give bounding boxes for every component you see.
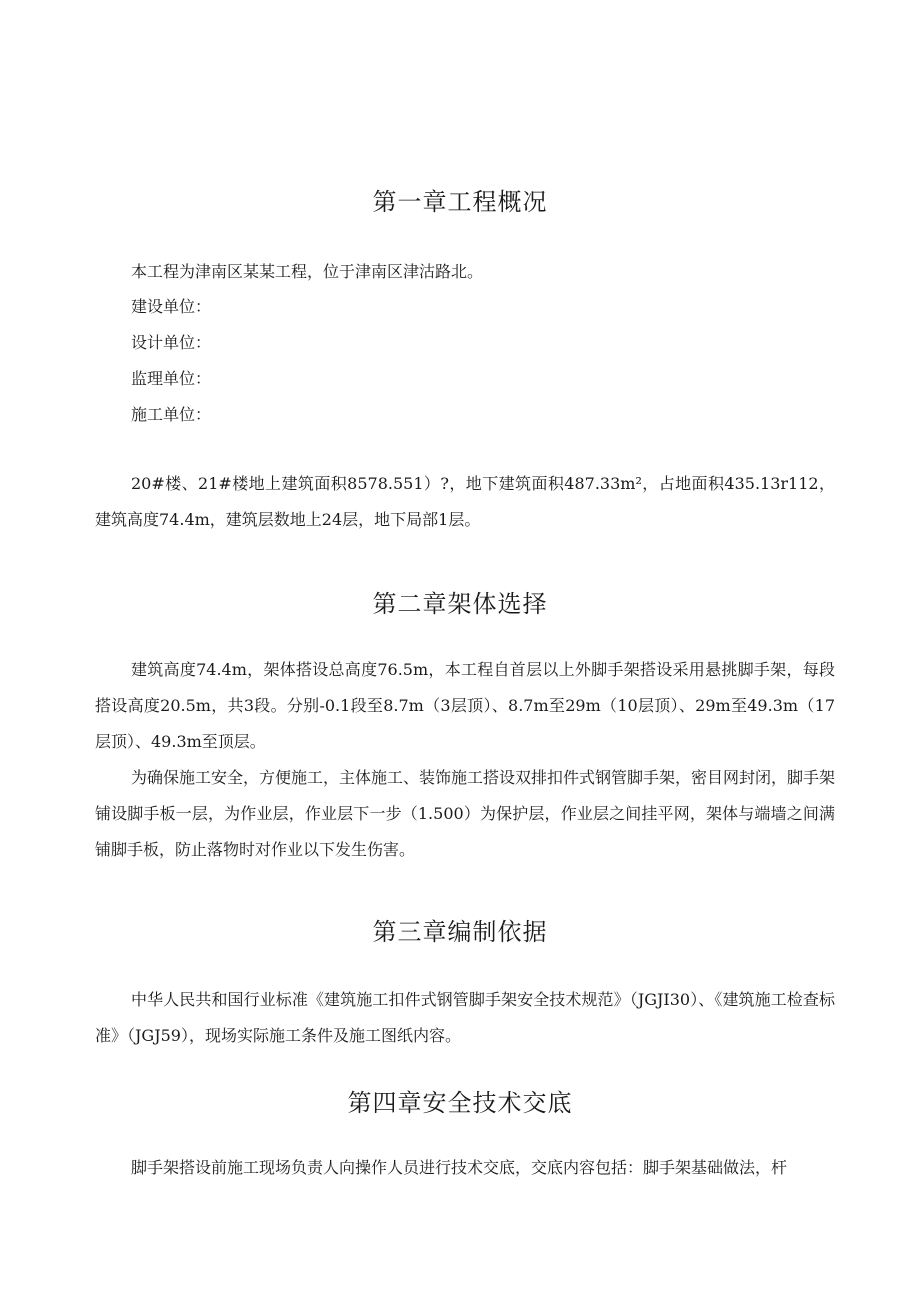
chapter-3-title: 第三章编制依据 bbox=[372, 918, 548, 946]
chapter-2-paragraph-1: 建筑高度74.4m，架体搭设总高度76.5m，本工程自首层以上外脚手架搭设采用悬挑脚手架，每段搭设高度20.5m，共3段。分别-0.1段至8.7m（3层顶）、8.7m至29m（10层顶）、29m至49.3m（17层顶）、49.3m至顶层。 bbox=[95, 660, 835, 751]
chapter-1-intro: 本工程为津南区某某工程，位于津南区津沽路北。 bbox=[131, 262, 484, 281]
chapter-1-details: 20#楼、21#楼地上建筑面积8578.551）?，地下建筑面积487.33m²，占地面积435.13r112，建筑高度74.4m，建筑层数地上24层，地下局部1层。 bbox=[95, 474, 835, 529]
chapter-4-paragraph-1: 脚手架搭设前施工现场负责人向操作人员进行技术交底，交底内容包括：脚手架基础做法，杆 bbox=[131, 1158, 788, 1177]
chapter-2-title: 第二章架体选择 bbox=[372, 590, 548, 618]
chapter-3-paragraph-1: 中华人民共和国行业标准《建筑施工扣件式钢管脚手架安全技术规范》（JGJI30）、《建筑施工检查标准》（JGJ59），现场实际施工条件及施工图纸内容。 bbox=[95, 990, 835, 1045]
field-construction-unit: 建设单位： bbox=[131, 297, 212, 316]
chapter-4-title: 第四章安全技术交底 bbox=[347, 1089, 573, 1117]
chapter-1-title: 第一章工程概况 bbox=[372, 188, 548, 216]
field-design-unit: 设计单位： bbox=[131, 333, 212, 352]
field-supervision-unit: 监理单位： bbox=[131, 369, 212, 388]
field-contractor-unit: 施工单位： bbox=[131, 405, 212, 424]
chapter-2-paragraph-2: 为确保施工安全，方便施工，主体施工、装饰施工搭设双排扣件式钢管脚手架，密目网封闭，脚手架铺设脚手板一层，为作业层，作业层下一步（1.500）为保护层，作业层之间挂平网，架体与端墙之间满铺脚手板，防止落物时对作业以下发生伤害。 bbox=[95, 768, 836, 859]
